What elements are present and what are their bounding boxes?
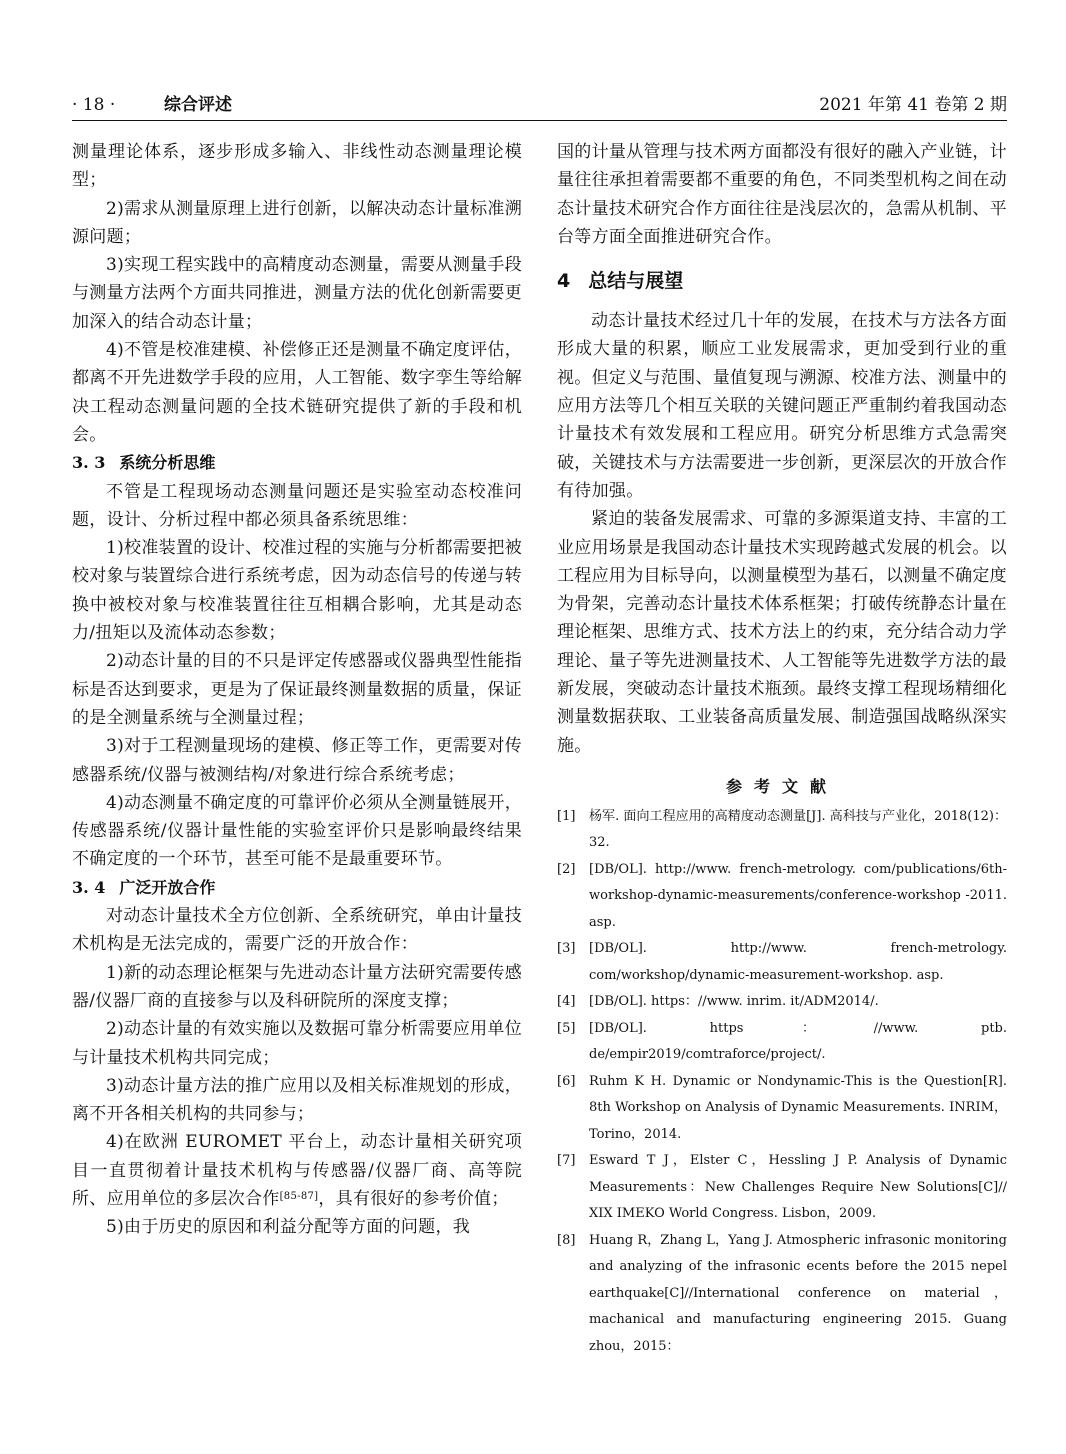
reference-text: [DB/OL]. https：//www. inrim. it/ADM2014/. (589, 994, 879, 1010)
paragraph: 4)动态测量不确定度的可靠评价必须从全测量链展开，传感器系统/仪器计量性能的实验室评价只是影响最终结果不确定度的一个环节，甚至可能不是最重要环节。 (72, 792, 522, 870)
paragraph: 3)动态计量方法的推广应用以及相关标准规划的形成，离不开各相关机构的共同参与； (72, 1075, 522, 1125)
paragraph: 对动态计量技术全方位创新、全系统研究，单由计量技术机构是无法完成的，需要广泛的开放合作： (72, 906, 522, 955)
references-title: 参考文献 (725, 776, 838, 796)
paragraph: 2)动态计量的有效实施以及数据可靠分析需要应用单位与计量技术机构共同完成； (72, 1019, 522, 1068)
section-number: 3. 4 (72, 877, 106, 897)
paragraph (72, 1128, 522, 1213)
section-title: 广泛开放合作 (119, 877, 216, 897)
reference-text: [DB/OL]. https：//www. ptb. de/empir2019/comtraforce/project/. (589, 1020, 1007, 1063)
reference-item (557, 936, 1007, 989)
paragraph: 2)需求从测量原理上进行创新，以解决动态计量标准溯源问题； (72, 198, 522, 247)
reference-text: Ruhm K H. Dynamic or Nondynamic-This is the Question[R]. 8th Workshop on Analysis of Dynamic Measurements. INRIM，Torino，2014. (589, 1073, 1007, 1142)
paragraph-text: 4)在欧洲 EUROMET 平台上，动态计量相关研究项目一直贯彻着计量技术机构与传感器/仪器厂商、高等院所、应用单位的多层次合作 (72, 1132, 522, 1209)
reference-item (557, 989, 1007, 1016)
reference-number: [4] (557, 994, 576, 1010)
reference-number: [3] (557, 941, 576, 957)
reference-number: [1] (557, 808, 576, 824)
section-label: 综合评述 (164, 95, 232, 115)
paragraph: 不管是工程现场动态测量问题还是实验室动态校准问题，设计、分析过程中都必须具备系统思维： (72, 481, 522, 530)
reference-number: [8] (557, 1232, 576, 1248)
section-heading-4 (557, 269, 1007, 293)
section-heading-3-4 (72, 874, 522, 902)
reference-number: [5] (557, 1020, 576, 1036)
reference-number: [6] (557, 1073, 576, 1089)
issue-label: 2021 年第 41 卷第 2 期 (819, 95, 1007, 115)
paragraph: 3)实现工程实践中的高精度动态测量，需要从测量手段与测量方法两个方面共同推进，测量方法的优化创新需要更加深入的结合动态计量； (72, 255, 522, 332)
citation: [85-87] (279, 1190, 319, 1202)
section-number: 4 (557, 270, 571, 293)
section-heading-3-3 (72, 449, 522, 477)
paragraph: 4)不管是校准建模、补偿修正还是测量不确定度评估，都离不开先进数学手段的应用，人工智能、数字孪生等给解决工程动态测量问题的全技术链研究提供了新的手段和机会。 (72, 340, 522, 445)
section-title: 总结与展望 (588, 270, 684, 293)
reference-text: Esward T J，Elster C，Hessling J P. Analysis of Dynamic Measurements：New Challenges Require New Solutions[C]// XIX IMEKO World Congress. Lisbon，2009. (589, 1153, 1007, 1222)
paragraph: 3)对于工程测量现场的建模、修正等工作，更需要对传感器系统/仪器与被测结构/对象进行综合系统考虑； (72, 736, 522, 785)
reference-item (557, 804, 1007, 857)
left-column (72, 138, 522, 1242)
reference-list (557, 804, 1007, 1361)
right-column (557, 138, 1007, 1360)
reference-text: 杨军. 面向工程应用的高精度动态测量[J]. 高科技与产业化，2018(12)：32. (589, 808, 1007, 851)
paragraph: 1)校准装置的设计、校准过程的实施与分析都需要把被校对象与装置综合进行系统考虑，因为动态信号的传递与转换中被校对象与校准装置往往互相耦合影响，尤其是动态力/扭矩以及流体动态参数； (72, 538, 522, 644)
header-rule (72, 120, 1007, 121)
section-number: 3. 3 (72, 453, 106, 473)
paragraph: 动态计量技术经过几十年的发展，在技术与方法各方面形成大量的积累，顺应工业发展需求，更加受到行业的重视。但定义与范围、量值复现与溯源、校准方法、测量中的应用方法等几个相互关联的关键问题正严重制约着我国动态计量技术有效发展和工程应用。研究分析思维方式急需突破，关键技术与方法需要进一步创新，更深层次的开放合作有待加强。 (557, 311, 1007, 501)
paragraph: 2)动态计量的目的不只是评定传感器或仪器典型性能指标是否达到要求，更是为了保证最终测量数据的质量，保证的是全测量系统与全测量过程； (72, 651, 522, 728)
paragraph: 国的计量从管理与技术两方面都没有很好的融入产业链，计量往往承担着需要都不重要的角色，不同类型机构之间在动态计量技术研究合作方面往往是浅层次的，急需从机制、平台等方面全面推进研究合作。 (557, 142, 1007, 247)
paragraph: 紧迫的装备发展需求、可靠的多源渠道支持、丰富的工业应用场景是我国动态计量技术实现跨越式发展的机会。以工程应用为目标导向，以测量模型为基石，以测量不确定度为骨架，完善动态计量技术体系框架；打破传统静态计量在理论框架、思维方式、技术方法上的约束，充分结合动力学理论、量子等先进测量技术、人工智能等先进数学方法的最新发展，突破动态计量技术瓶颈。最终支撑工程现场精细化测量数据获取、工业装备高质量发展、制造强国战略纵深实施。 (557, 509, 1007, 756)
reference-item (557, 1069, 1007, 1149)
reference-text: [DB/OL]. http://www. french-metrology. com/publications/6th-workshop-dynamic-measurements/conference-workshop -2011. asp. (589, 861, 1007, 930)
reference-item (557, 1016, 1007, 1069)
reference-number: [2] (557, 861, 576, 877)
reference-item (557, 1148, 1007, 1228)
reference-item (557, 1228, 1007, 1361)
reference-item (557, 857, 1007, 937)
paragraph: 1)新的动态理论框架与先进动态计量方法研究需要传感器/仪器厂商的直接参与以及科研院所的深度支撑； (72, 962, 522, 1011)
reference-number: [7] (557, 1153, 576, 1169)
reference-text: Huang R，Zhang L，Yang J. Atmospheric infrasonic monitoring and analyzing of the infrasonic ecents before the 2015 nepel earthquake[C]//International conference on material，machanical and manufacturing engineering 2015. Guang zhou，2015： (589, 1232, 1007, 1354)
reference-text: [DB/OL]. http://www. french-metrology. com/workshop/dynamic-measurement-workshop. asp. (589, 941, 1007, 983)
page-header (72, 92, 1007, 118)
page-number: · 18 · (72, 95, 116, 115)
paragraph-text: ，具有很好的参考价值； (318, 1188, 509, 1209)
paragraph: 5)由于历史的原因和利益分配等方面的问题，我 (106, 1217, 471, 1238)
section-title: 系统分析思维 (119, 453, 216, 473)
paragraph: 测量理论体系，逐步形成多输入、非线性动态测量理论模型； (72, 142, 522, 191)
